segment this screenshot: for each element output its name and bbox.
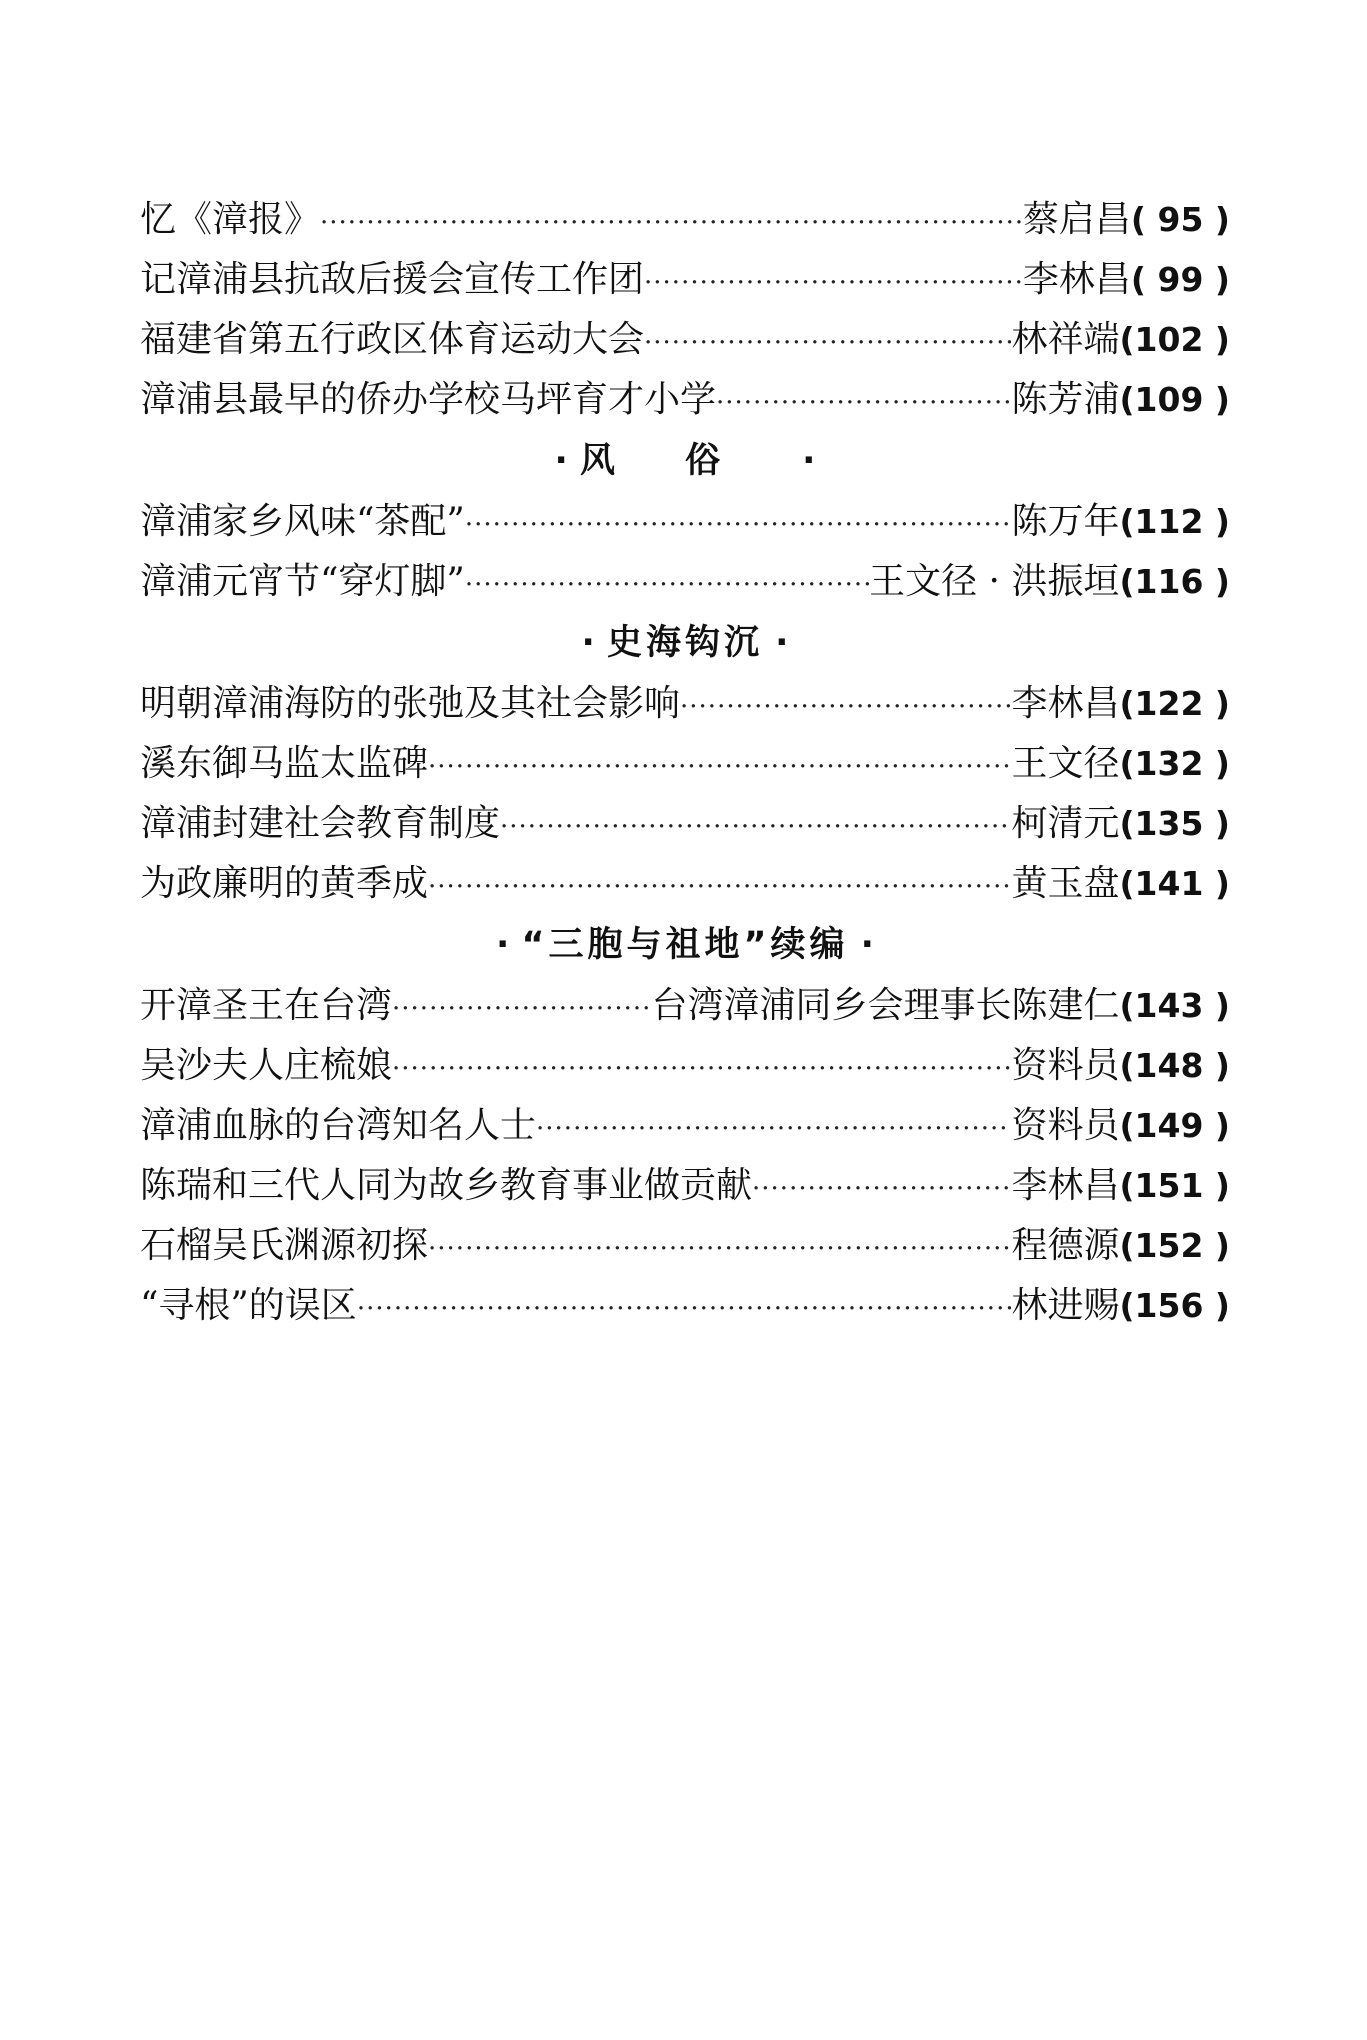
section-heading	[140, 430, 1230, 492]
section-title: 史海钩沉	[606, 623, 763, 663]
section-heading	[140, 612, 1230, 674]
dot-leader	[320, 193, 1023, 250]
dot-leader	[536, 1099, 1011, 1156]
toc-entry	[140, 492, 1230, 552]
entry-author: 柯清元	[1011, 803, 1120, 844]
entry-page-number: ( 99 )	[1130, 260, 1230, 299]
entry-page-number: (112 )	[1119, 502, 1230, 541]
entry-title: 开漳圣王在台湾	[140, 985, 393, 1026]
entry-author: 李林昌	[1022, 259, 1131, 300]
entry-page-number: (151 )	[1119, 1166, 1230, 1205]
dot-leader	[680, 677, 1011, 734]
section-heading	[140, 914, 1230, 976]
entry-title: 记漳浦县抗敌后援会宣传工作团	[140, 259, 645, 300]
entry-title: 漳浦血脉的台湾知名人士	[140, 1105, 537, 1146]
dot-leader	[644, 253, 1023, 310]
toc-entry	[140, 1276, 1230, 1336]
table-of-contents	[140, 190, 1230, 1336]
entry-author: 程德源	[1011, 1225, 1120, 1266]
toc-entry	[140, 1216, 1230, 1276]
dot-leader	[428, 737, 1011, 794]
entry-title: 漳浦封建社会教育制度	[140, 803, 501, 844]
entry-page-number: (109 )	[1119, 380, 1230, 419]
toc-entry	[140, 1156, 1230, 1216]
toc-entry	[140, 854, 1230, 914]
toc-entry	[140, 734, 1230, 794]
section-bullet-icon: ·	[763, 623, 789, 663]
entry-title: “寻根”的误区	[140, 1285, 357, 1326]
entry-title: 溪东御马监太监碑	[140, 743, 429, 784]
toc-entry	[140, 976, 1230, 1036]
entry-author: 李林昌	[1011, 1165, 1120, 1206]
entry-page-number: (143 )	[1119, 986, 1230, 1025]
dot-leader	[357, 1279, 1012, 1336]
dot-leader	[716, 373, 1011, 430]
entry-page-number: (122 )	[1119, 684, 1230, 723]
toc-entry	[140, 370, 1230, 430]
entry-title: 漳浦元宵节“穿灯脚”	[140, 561, 465, 602]
entry-author: 王文径 · 洪振垣	[869, 561, 1120, 602]
entry-page-number: (135 )	[1119, 804, 1230, 843]
entry-author: 黄玉盘	[1011, 863, 1120, 904]
entry-author: 台湾漳浦同乡会理事长陈建仁	[651, 985, 1120, 1026]
entry-title: 陈瑞和三代人同为故乡教育事业做贡献	[140, 1165, 753, 1206]
section-title: 风俗	[579, 441, 790, 481]
entry-author: 陈万年	[1011, 501, 1120, 542]
entry-author: 王文径	[1011, 743, 1120, 784]
entry-title: 漳浦家乡风味“茶配”	[140, 501, 465, 542]
entry-page-number: (149 )	[1119, 1106, 1230, 1145]
entry-author: 陈芳浦	[1011, 379, 1120, 420]
entry-title: 福建省第五行政区体育运动大会	[140, 319, 645, 360]
entry-title: 为政廉明的黄季成	[140, 863, 429, 904]
entry-author: 李林昌	[1011, 683, 1120, 724]
entry-author: 资料员	[1011, 1045, 1120, 1086]
entry-page-number: (116 )	[1119, 562, 1230, 601]
dot-leader	[465, 555, 869, 612]
dot-leader	[644, 313, 1011, 370]
dot-leader	[752, 1159, 1011, 1216]
entry-page-number: (132 )	[1119, 744, 1230, 783]
entry-author: 蔡启昌	[1022, 199, 1131, 240]
entry-author: 资料员	[1011, 1105, 1120, 1146]
section-title: “三胞与祖地”续编	[521, 925, 849, 965]
toc-entry	[140, 552, 1230, 612]
entry-title: 忆《漳报》	[140, 199, 321, 240]
section-bullet-icon: ·	[790, 441, 816, 481]
entry-page-number: (156 )	[1119, 1286, 1230, 1325]
toc-entry	[140, 310, 1230, 370]
toc-entry	[140, 1096, 1230, 1156]
dot-leader	[500, 797, 1011, 854]
dot-leader	[428, 857, 1011, 914]
section-bullet-icon: ·	[554, 441, 580, 481]
dot-leader	[392, 979, 651, 1036]
dot-leader	[428, 1219, 1011, 1276]
entry-author: 林进赐	[1011, 1285, 1120, 1326]
entry-title: 吴沙夫人庄梳娘	[140, 1045, 393, 1086]
entry-page-number: (141 )	[1119, 864, 1230, 903]
section-bullet-icon: ·	[848, 925, 874, 965]
entry-page-number: (152 )	[1119, 1226, 1230, 1265]
toc-entry	[140, 250, 1230, 310]
dot-leader	[392, 1039, 1011, 1096]
entry-title: 石榴吴氏渊源初探	[140, 1225, 429, 1266]
entry-page-number: (148 )	[1119, 1046, 1230, 1085]
entry-title: 明朝漳浦海防的张弛及其社会影响	[140, 683, 681, 724]
toc-entry	[140, 674, 1230, 734]
section-bullet-icon: ·	[581, 623, 607, 663]
entry-title: 漳浦县最早的侨办学校马坪育才小学	[140, 379, 717, 420]
entry-page-number: (102 )	[1119, 320, 1230, 359]
entry-page-number: ( 95 )	[1130, 200, 1230, 239]
toc-entry	[140, 1036, 1230, 1096]
toc-entry	[140, 190, 1230, 250]
toc-entry	[140, 794, 1230, 854]
section-bullet-icon: ·	[496, 925, 522, 965]
dot-leader	[465, 495, 1012, 552]
entry-author: 林祥端	[1011, 319, 1120, 360]
